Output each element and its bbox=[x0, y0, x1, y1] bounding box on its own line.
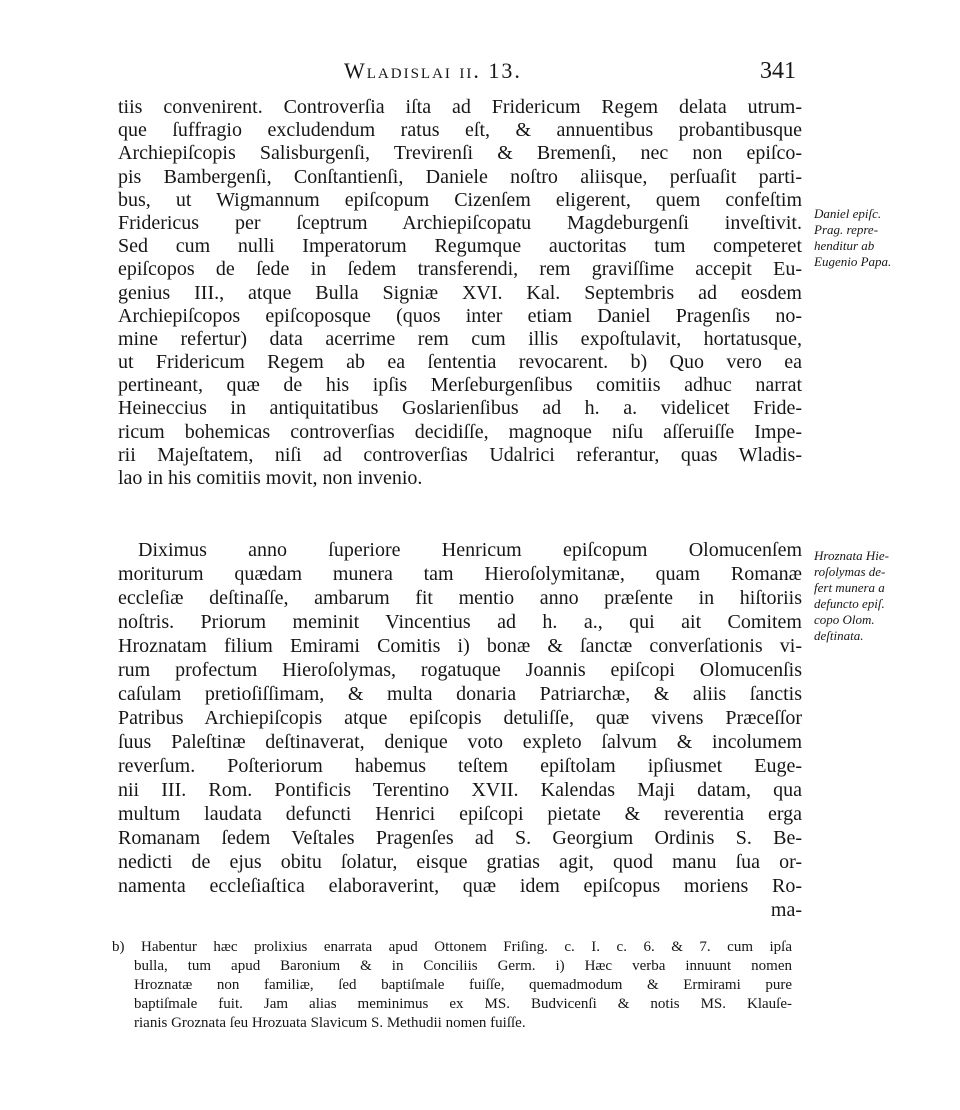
text-line: namenta eccleſiaſtica elaboraverint, quæ idem epiſcopus moriens Ro- bbox=[118, 875, 802, 897]
text-line: pertineant, quæ de his ipſis Merſeburgenſibus comitiis adhuc narrat bbox=[118, 374, 802, 397]
margin-line: Hroznata Hie- bbox=[814, 548, 889, 563]
text-line: Diximus anno ſuperiore Henricum epiſcopum Olomucenſem bbox=[138, 539, 802, 561]
text-line: bus, ut Wigmannum epiſcopum Cizenſem eligerent, quem confeſtim bbox=[118, 188, 802, 211]
text-line: genius III., atque Bulla Signiæ XVI. Kal. Septembris ad eosdem bbox=[118, 281, 802, 304]
text-line: pis Bambergenſi, Conſtantienſi, Daniele noſtro aliisque, perſuaſit parti- bbox=[118, 165, 802, 188]
text-line: tiis convenirent. Controverſia iſta ad Fridericum Regem delata utrum- bbox=[118, 96, 802, 118]
footnote-line: Hroznatæ non familiæ, ſed baptiſmale fuiſſe, quemadmodum & Ermirami pure bbox=[134, 977, 792, 993]
text-line: Romanam ſedem Veſtales Pragenſes ad S. Georgium Ordinis S. Be- bbox=[118, 827, 802, 849]
text-line: Hroznatam filium Emirami Comitis i) bonæ & ſanctæ converſationis vi- bbox=[118, 635, 802, 657]
text-line: multum laudata defuncti Henrici epiſcopi pietate & reverentia erga bbox=[118, 803, 802, 825]
text-line: caſulam pretioſiſſimam, & multa donaria Patriarchæ, & aliis ſanctis bbox=[118, 683, 802, 705]
text-line: Sed cum nulli Imperatorum Regumque auctoritas tum competeret bbox=[118, 235, 802, 258]
margin-line: deſtinata. bbox=[814, 628, 864, 643]
text-line: Heineccius in antiquitatibus Goslarienſibus ad h. a. videlicet Fride- bbox=[118, 397, 802, 420]
text-line: Patribus Archiepiſcopis atque epiſcopis detuliſſe, quæ vivens Præceſſor bbox=[118, 707, 802, 729]
margin-line: Eugenio Papa. bbox=[814, 254, 892, 269]
text-line: ut Fridericum Regem ab ea ſententia revocarent. b) Quo vero ea bbox=[118, 351, 802, 374]
margin-note-2 bbox=[814, 548, 950, 644]
margin-line: henditur ab bbox=[814, 238, 875, 253]
text-line: reverſum. Poſteriorum habemus teſtem epiſtolam ipſiusmet Euge- bbox=[118, 755, 802, 777]
text-line: eccleſiæ deſtinaſſe, ambarum fit mentio anno præſente in hiſtoriis bbox=[118, 587, 802, 609]
text-line: noſtris. Priorum meminit Vincentius ad h. a., qui ait Comitem bbox=[118, 611, 802, 633]
text-line: moriturum quædam munera tam Hieroſolymitanæ, quam Romanæ bbox=[118, 563, 802, 585]
footnote-line: baptiſmale fuit. Jam alias meminimus ex MS. Budvicenſi & notis MS. Klauſe- bbox=[134, 996, 792, 1012]
footnote-line: b) Habentur hæc prolixius enarrata apud Ottonem Friſing. c. I. c. 6. & 7. cum ipſa bbox=[112, 939, 792, 955]
running-title: Wladislai ii. 13. bbox=[344, 58, 522, 83]
page-number: 341 bbox=[760, 58, 796, 84]
footnote-line: bulla, tum apud Baronium & in Conciliis Germ. i) Hæc verba innuunt nomen bbox=[134, 958, 792, 974]
page-header bbox=[0, 58, 960, 92]
margin-line: Prag. repre- bbox=[814, 222, 879, 237]
text-line: nii III. Rom. Pontificis Terentino XVII. Kalendas Maji datam, qua bbox=[118, 779, 802, 801]
margin-line: Daniel epiſc. bbox=[814, 206, 882, 221]
paragraph-1 bbox=[118, 96, 802, 490]
text-line: Archiepiſcopis Salisburgenſi, Trevirenſi & Bremenſi, nec non epiſco- bbox=[118, 142, 802, 165]
margin-line: roſolymas de- bbox=[814, 564, 886, 579]
text-line: rum profectum Hieroſolymas, rogatuque Joannis epiſcopi Olomucenſis bbox=[118, 659, 802, 681]
catchword: ma- bbox=[770, 899, 802, 921]
text-line: Archiepiſcopos epiſcoposque (quos inter etiam Daniel Pragenſis no- bbox=[118, 304, 802, 327]
text-line: rii Majeſtatem, niſi ad controverſias Udalrici referantur, quas Wladis- bbox=[118, 443, 802, 466]
footnotes bbox=[112, 938, 792, 1033]
footnote-line: rianis Groznata ſeu Hrozuata Slavicum S. Methudii nomen fuiſſe. bbox=[134, 1015, 526, 1031]
margin-line: copo Olom. bbox=[814, 612, 875, 627]
margin-line: fert munera a bbox=[814, 580, 885, 595]
text-line: lao in his comitiis movit, non invenio. bbox=[118, 467, 423, 489]
paragraph-2 bbox=[118, 538, 802, 922]
margin-note-1 bbox=[814, 206, 950, 270]
text-line: que ſuffragio excludendum ratus eſt, & annuentibus probantibusque bbox=[118, 119, 802, 142]
text-line: mine refertur) data acerrime rem cum illis expoſtulavit, hortatusque, bbox=[118, 327, 802, 350]
text-line: ricum bohemicas controverſias decidiſſe, magnoque niſu aſſeruiſſe Impe- bbox=[118, 420, 802, 443]
text-line: Fridericus per ſceptrum Archiepiſcopatu Magdeburgenſi inveſtivit. bbox=[118, 211, 802, 234]
text-line: ſuus Paleſtinæ deſtinaverat, denique voto expleto ſalvum & incolumem bbox=[118, 731, 802, 753]
text-line: epiſcopos de ſede in ſedem transferendi, rem graviſſime accepit Eu- bbox=[118, 258, 802, 281]
margin-line: defuncto epiſ. bbox=[814, 596, 885, 611]
text-line: nedicti de ejus obitu ſolatur, eisque gratias agit, quod manu ſua or- bbox=[118, 851, 802, 873]
